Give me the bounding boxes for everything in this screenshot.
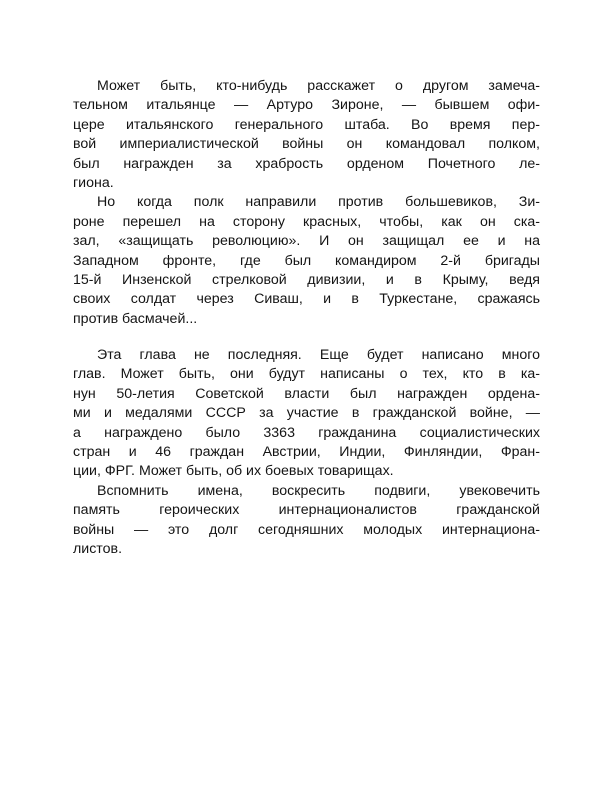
text-line: своих солдат через Сиваш, и в Туркестане, сражаясь [73, 291, 540, 308]
text-line: Может быть, кто-нибудь расскажет о другом замеча- [97, 78, 540, 94]
text-line: вой империалистической войны он командовал полком, [73, 136, 540, 153]
text-line: Западном фронте, где был командиром 2-й бригады [73, 252, 540, 269]
text-line: Но когда полк направили против большевиков, Зи- [97, 194, 540, 211]
text-block-zirone [73, 77, 540, 329]
text-block-closing [73, 346, 540, 559]
paragraph [73, 77, 540, 193]
text-line: память героических интернационалистов гражданской [73, 502, 540, 519]
text-line: ции, ФРГ. Может быть, об их боевых товарищах. [73, 463, 394, 480]
text-line: ми и медалями СССР за участие в гражданской войне, — [73, 405, 540, 422]
text-line: нун 50-летия Советской власти был награжден ордена- [73, 385, 540, 402]
paragraph [73, 482, 540, 560]
paragraph [73, 346, 540, 482]
text-line: гиона. [73, 175, 114, 192]
text-line: 15-й Инзенской стрелковой дивизии, и в Крыму, ведя [73, 272, 540, 289]
text-line: стран и 46 граждан Австрии, Индии, Финляндии, Фран- [73, 444, 540, 461]
text-line: Эта глава не последняя. Еще будет написано много [97, 347, 540, 363]
text-line: был награжден за храбрость орденом Почетного ле- [73, 155, 540, 172]
text-line: глав. Может быть, они будут написаны о тех, кто в ка- [73, 366, 540, 383]
text-line: против басмачей... [73, 310, 198, 327]
text-line: войны — это долг сегодняшних молодых интернациона- [73, 521, 540, 538]
text-line: тельном итальянце — Артуро Зироне, — бывшем офи- [73, 97, 540, 114]
text-line: зал, «защищать революцию». И он защищал ее и на [73, 233, 540, 250]
paragraph [73, 193, 540, 329]
text-line: листов. [73, 541, 123, 558]
text-line: а награждено было 3363 гражданина социалистических [73, 424, 540, 441]
text-line: цере итальянского генерального штаба. Во время пер- [73, 116, 540, 133]
text-line: роне перешел на сторону красных, чтобы, как он ска- [73, 213, 540, 230]
text-line: Вспомнить имена, воскресить подвиги, увековечить [97, 482, 540, 499]
